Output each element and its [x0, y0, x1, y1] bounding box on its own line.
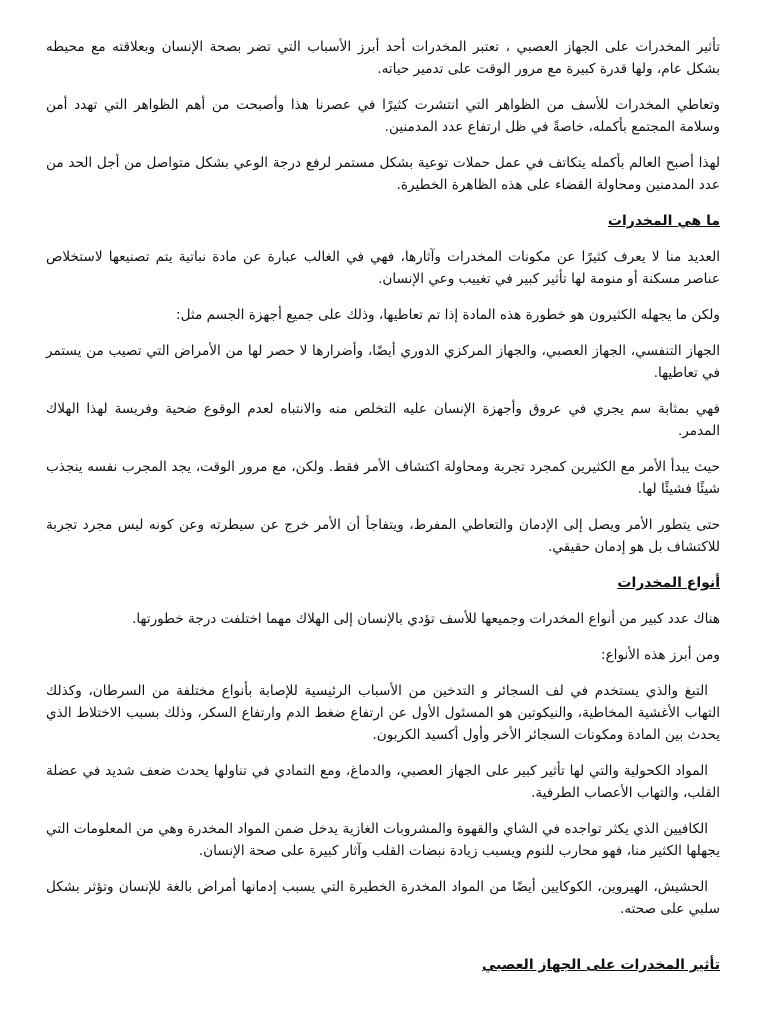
section-heading-nervous-system: تأثير المخدرات على الجهاز العصبي — [481, 957, 720, 973]
section1-paragraph-5: حيث يبدأ الأمر مع الكثيرين كمجرد تجربة ومحاولة اكتشاف الأمر فقط. ولكن، مع مرور الوقت، يجد المجرب نفسه ينجذب شيئًا فشيئًا لها. — [46, 459, 720, 497]
section1-paragraph-3: الجهاز التنفسي، الجهاز العصبي، والجهاز المركزي الدوري أيضًا، وأضرارها لا حصر لها من الأمراض التي تصيب من يستمر في تعاطيها. — [46, 343, 720, 381]
intro-paragraph-3: لهذا أصبح العالم بأكمله يتكاتف في عمل حملات توعية بشكل مستمر لرفع درجة الوعي بشكل متواصل من أجل الحد من عدد المدمنين ومحاولة القضاء على هذه الظاهرة الخطيرة. — [46, 155, 720, 193]
drug-type-item-tobacco: التبغ والذي يستخدم في لف السجائر و التدخين من الأسباب الرئيسية للإصابة بأنواع مختلفة من السرطان، وكذلك التهاب الأغشية المخاطية، والنيكوتين هو المسئول الأول عن ارتفاع ضغط الدم وارتفاع السكر، وذلك بسبب الاختلاط الذي يحدث بين المادة ومكونات السجائر الأخر وأول أكسيد الكربون. — [46, 683, 720, 743]
section1-paragraph-2: ولكن ما يجهله الكثيرون هو خطورة هذه المادة إذا تم تعاطيها، وذلك على جميع أجهزة الجسم مثل: — [176, 307, 720, 323]
section1-paragraph-1: العديد منا لا يعرف كثيرًا عن مكونات المخدرات وآثارها، فهي في الغالب عبارة عن مادة نباتية يتم تصنيعها لاستخلاص عناصر مسكنة أو منومة لها تأثير كبير في تغييب وعي الإنسان. — [46, 249, 720, 287]
section1-paragraph-4: فهي بمثابة سم يجري في عروق وأجهزة الإنسان عليه التخلص منه والانتباه لعدم الوقوع ضحية وفريسة لهذا الهلاك المدمر. — [46, 401, 720, 439]
section1-paragraph-6: حتى يتطور الأمر ويصل إلى الإدمان والتعاطي المفرط، ويتفاجأ أن الأمر خرج عن سيطرته وعن كونه ليس مجرد تجربة للاكتشاف بل هو إدمان حقيقي. — [46, 517, 720, 555]
drug-type-item-caffeine: الكافيين الذي يكثر تواجده في الشاي والقهوة والمشروبات الغازية يدخل ضمن المواد المخدرة وهي من المعلومات التي يجهلها الكثير منا، فهو محارب للنوم ويسبب زيادة نبضات القلب وآثار كبيرة على صحة الإنسان. — [46, 821, 720, 859]
section-heading-drug-types: أنواع المخدرات — [617, 575, 720, 591]
section-heading-what-are-drugs: ما هي المخدرات — [607, 213, 720, 229]
document-page — [46, 36, 720, 990]
section-spacer — [46, 934, 720, 954]
drug-type-item-alcohol: المواد الكحولية والتي لها تأثير كبير على الجهاز العصبي، والدماغ، ومع التمادي في تناولها يحدث ضعف شديد في عضلة القلب، والتهاب الأعصاب الطرفية. — [46, 763, 720, 801]
intro-paragraph-2: وتعاطي المخدرات للأسف من الظواهر التي انتشرت كثيرًا في عصرنا هذا وأصبحت من أهم الظواهر التي تهدد أمن وسلامة المجتمع بأكمله، خاصةً في ظل ارتفاع عدد المدمنين. — [46, 97, 720, 135]
drug-type-item-hard-drugs: الحشيش، الهيروين، الكوكايين أيضًا من المواد المخدرة الخطيرة التي يسبب إدمانها أمراض بالغة للإنسان وتؤثر بشكل سلبي على صحته. — [46, 879, 720, 917]
intro-paragraph-1: تأثير المخدرات على الجهاز العصبي ، تعتبر المخدرات أحد أبرز الأسباب التي تضر بصحة الإنسان وبعلاقته مع محيطه بشكل عام، ولها قدرة كبيرة مع مرور الوقت على تدمير حياته. — [46, 39, 720, 77]
section2-paragraph-1: هناك عدد كبير من أنواع المخدرات وجميعها للأسف تؤدي بالإنسان إلى الهلاك مهما اختلفت درجة خطورتها. — [132, 611, 720, 627]
section2-paragraph-2: ومن أبرز هذه الأنواع: — [600, 647, 720, 663]
